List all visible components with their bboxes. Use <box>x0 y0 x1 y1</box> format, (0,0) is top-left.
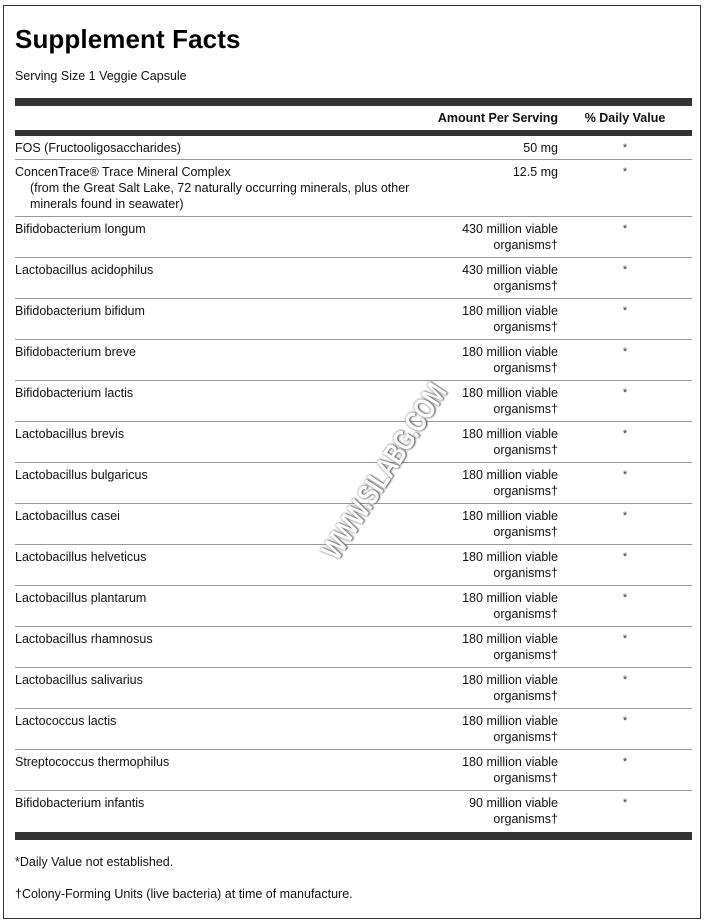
ingredient-name-text: Bifidobacterium bifidum <box>15 304 145 318</box>
ingredient-description: (from the Great Salt Lake, 72 naturally occurring minerals, plus other minerals found in seawater) <box>30 181 410 211</box>
ingredient-row <box>15 381 692 422</box>
ingredient-name <box>15 549 415 565</box>
ingredient-name <box>15 467 415 483</box>
ingredient-amount <box>462 221 558 253</box>
footnote-daily-value: *Daily Value not established. <box>15 855 174 869</box>
ingredient-daily-value: * <box>622 223 628 235</box>
amount-line: 180 million viable <box>462 468 558 482</box>
amount-line: 180 million viable <box>462 714 558 728</box>
amount-unit-line: organisms† <box>493 689 558 703</box>
ingredient-amount <box>462 754 558 786</box>
ingredient-row <box>15 750 692 791</box>
ingredient-name-text: Lactobacillus acidophilus <box>15 263 154 277</box>
ingredient-name <box>15 344 415 360</box>
ingredient-amount <box>469 795 558 827</box>
ingredient-amount <box>462 262 558 294</box>
amount-line: 180 million viable <box>462 550 558 564</box>
amount-line: 180 million viable <box>462 632 558 646</box>
amount-line: 180 million viable <box>462 591 558 605</box>
ingredient-name-text: Lactobacillus casei <box>15 509 120 523</box>
ingredient-daily-value: * <box>622 674 628 686</box>
amount-unit-line: organisms† <box>493 525 558 539</box>
amount-line: 180 million viable <box>462 673 558 687</box>
ingredient-name <box>15 631 415 647</box>
amount-line: 180 million viable <box>462 345 558 359</box>
amount-unit-line: organisms† <box>493 771 558 785</box>
ingredient-name-text: Bifidobacterium lactis <box>15 386 134 400</box>
ingredient-name <box>15 672 415 688</box>
amount-unit-line: organisms† <box>493 402 558 416</box>
panel-title: Supplement Facts <box>15 24 241 54</box>
ingredient-daily-value: * <box>622 264 628 276</box>
amount-line: 180 million viable <box>462 386 558 400</box>
amount-line: 12.5 mg <box>512 165 558 179</box>
ingredient-name-text: Bifidobacterium longum <box>15 222 146 236</box>
divider-bottom <box>15 832 692 840</box>
ingredient-name-text: Lactobacillus salivarius <box>15 673 143 687</box>
ingredient-amount <box>462 590 558 622</box>
amount-unit-line: organisms† <box>493 279 558 293</box>
ingredient-row <box>15 217 692 258</box>
ingredient-daily-value: * <box>622 715 628 727</box>
ingredient-name-text: Bifidobacterium infantis <box>15 796 145 810</box>
amount-line: 430 million viable <box>462 222 558 236</box>
ingredient-amount <box>462 303 558 335</box>
ingredient-daily-value: * <box>622 469 628 481</box>
amount-line: 90 million viable <box>469 796 558 810</box>
ingredient-row <box>15 586 692 627</box>
ingredient-amount <box>462 344 558 376</box>
ingredient-amount <box>462 631 558 663</box>
ingredient-daily-value: * <box>622 756 628 768</box>
ingredient-daily-value: * <box>622 346 628 358</box>
ingredient-name <box>15 754 415 770</box>
ingredient-name <box>15 262 415 278</box>
ingredient-amount <box>462 713 558 745</box>
ingredient-row <box>15 422 692 463</box>
ingredient-row <box>15 709 692 750</box>
ingredient-row <box>15 791 692 832</box>
ingredient-name-text: Lactobacillus helveticus <box>15 550 147 564</box>
amount-line: 180 million viable <box>462 755 558 769</box>
amount-unit-line: organisms† <box>493 607 558 621</box>
ingredient-daily-value: * <box>622 592 628 604</box>
ingredient-name <box>15 713 415 729</box>
amount-line: 180 million viable <box>462 427 558 441</box>
amount-unit-line: organisms† <box>493 648 558 662</box>
amount-unit-line: organisms† <box>493 320 558 334</box>
ingredient-daily-value: * <box>622 305 628 317</box>
ingredient-amount <box>462 385 558 417</box>
ingredient-daily-value: * <box>622 387 628 399</box>
ingredients-table <box>15 136 692 832</box>
ingredient-name <box>15 303 415 319</box>
header-daily-value: % Daily Value <box>584 111 666 125</box>
ingredient-daily-value: * <box>622 510 628 522</box>
ingredient-name <box>15 164 415 212</box>
ingredient-row <box>15 160 692 217</box>
ingredient-amount <box>523 140 558 156</box>
amount-unit-line: organisms† <box>493 238 558 252</box>
ingredient-name-text: Lactobacillus plantarum <box>15 591 147 605</box>
ingredient-name <box>15 590 415 606</box>
amount-line: 430 million viable <box>462 263 558 277</box>
amount-unit-line: organisms† <box>493 361 558 375</box>
ingredient-name-text: Lactococcus lactis <box>15 714 117 728</box>
footnote-cfu: †Colony-Forming Units (live bacteria) at time of manufacture. <box>15 887 353 901</box>
ingredient-amount <box>462 508 558 540</box>
ingredient-row <box>15 258 692 299</box>
ingredient-name <box>15 426 415 442</box>
ingredient-name-text: ConcenTrace® Trace Mineral Complex <box>15 165 231 179</box>
ingredient-row <box>15 668 692 709</box>
divider-top <box>15 98 692 106</box>
ingredient-daily-value: * <box>622 166 628 178</box>
watermark: WWW.SILABG.COM <box>315 378 454 566</box>
ingredient-name-text: Streptococcus thermophilus <box>15 755 170 769</box>
ingredient-amount <box>462 549 558 581</box>
ingredient-row <box>15 136 692 160</box>
amount-unit-line: organisms† <box>493 812 558 826</box>
ingredient-name-text: Bifidobacterium breve <box>15 345 136 359</box>
ingredient-daily-value: * <box>622 797 628 809</box>
amount-line: 180 million viable <box>462 509 558 523</box>
ingredient-daily-value: * <box>622 633 628 645</box>
ingredient-name-text: Lactobacillus rhamnosus <box>15 632 153 646</box>
ingredient-amount <box>513 164 558 180</box>
amount-line: 50 mg <box>523 141 558 155</box>
ingredient-name <box>15 140 415 156</box>
ingredient-name <box>15 221 415 237</box>
amount-line: 180 million viable <box>462 304 558 318</box>
amount-unit-line: organisms† <box>493 484 558 498</box>
ingredient-amount <box>462 672 558 704</box>
amount-unit-line: organisms† <box>493 566 558 580</box>
ingredient-amount <box>462 467 558 499</box>
ingredient-daily-value: * <box>622 551 628 563</box>
header-amount-per-serving: Amount Per Serving <box>437 111 558 125</box>
amount-unit-line: organisms† <box>493 730 558 744</box>
ingredient-amount <box>462 426 558 458</box>
ingredient-daily-value: * <box>622 142 628 154</box>
ingredient-name <box>15 385 415 401</box>
amount-unit-line: organisms† <box>493 443 558 457</box>
ingredient-daily-value: * <box>622 428 628 440</box>
ingredient-name <box>15 795 415 811</box>
ingredient-name-text: FOS (Fructooligosaccharides) <box>15 141 182 155</box>
ingredient-row <box>15 340 692 381</box>
ingredient-row <box>15 299 692 340</box>
serving-size: Serving Size 1 Veggie Capsule <box>15 69 187 83</box>
ingredient-name-text: Lactobacillus brevis <box>15 427 125 441</box>
ingredient-name-text: Lactobacillus bulgaricus <box>15 468 148 482</box>
ingredient-row <box>15 627 692 668</box>
